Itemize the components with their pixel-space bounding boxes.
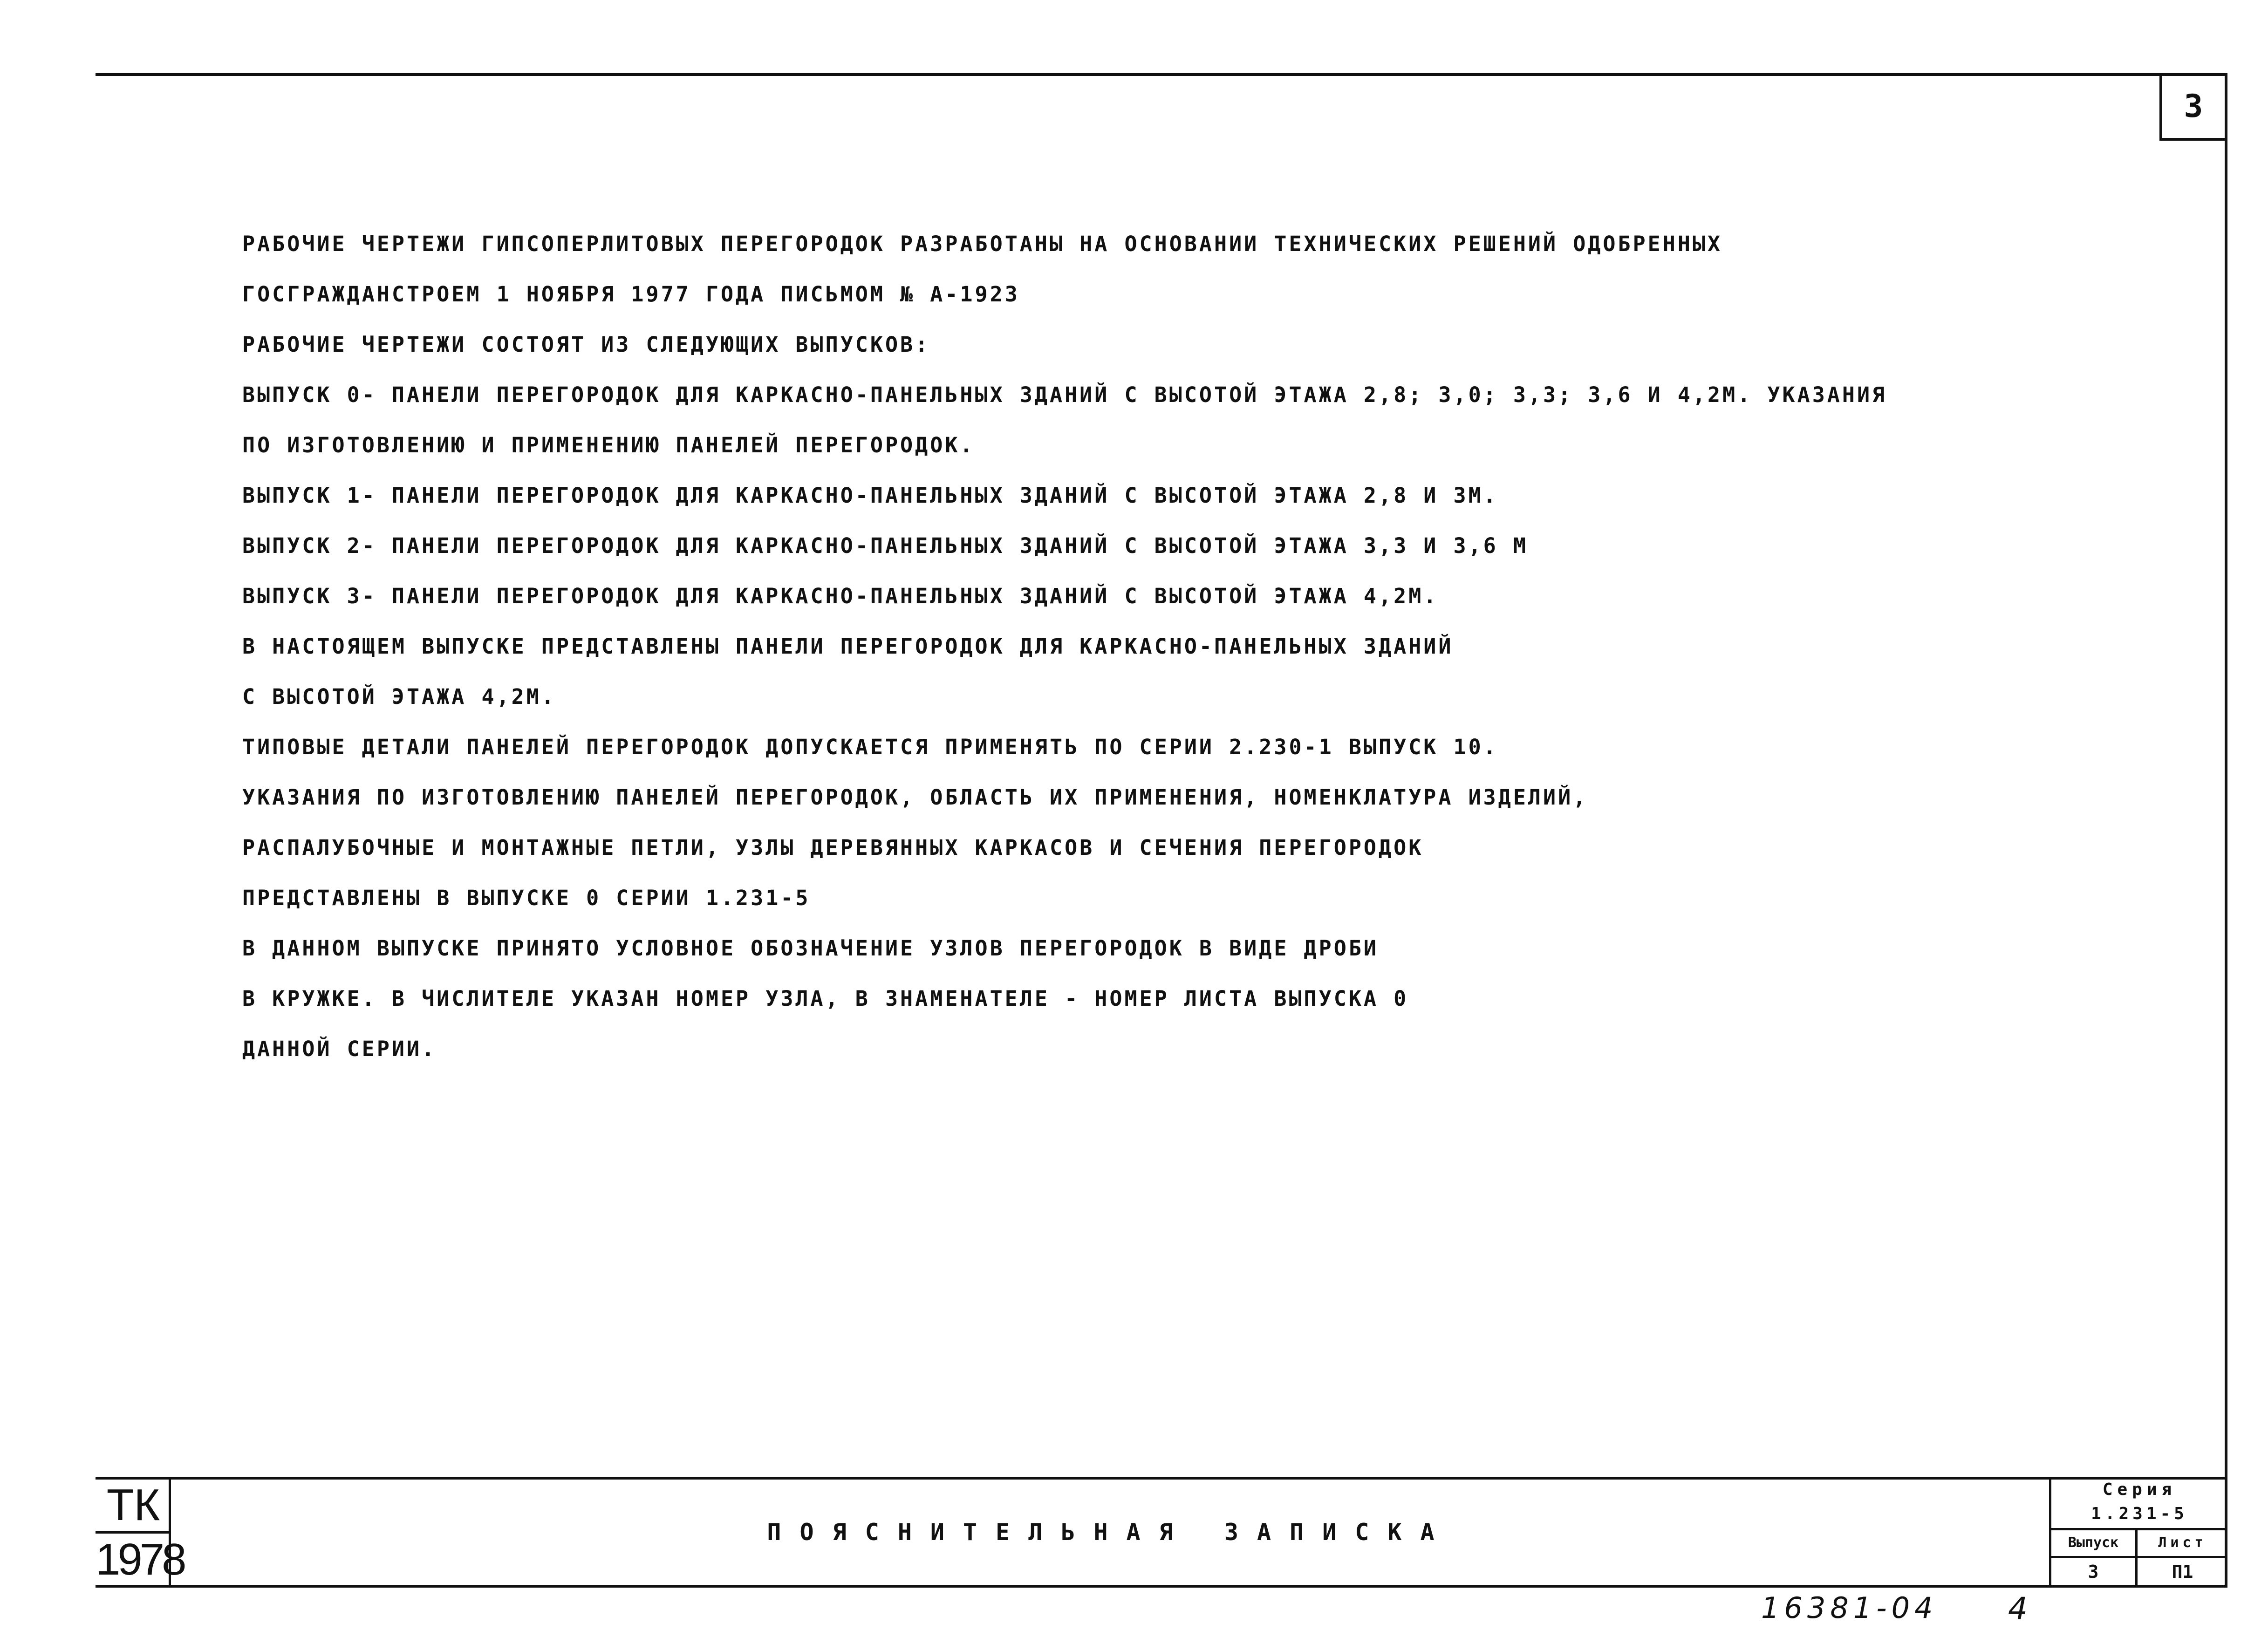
note-line: В НАСТОЯЩЕМ ВЫПУСКЕ ПРЕДСТАВЛЕНЫ ПАНЕЛИ ПЕРЕГОРОДОК ДЛЯ КАРКАСНО-ПАНЕЛЬНЫХ ЗДАНИЙ — [242, 634, 1454, 659]
frame-right-border — [2225, 73, 2227, 1587]
sheet-label: Лист — [2158, 1535, 2207, 1551]
issue-value: 3 — [2088, 1562, 2099, 1582]
note-line: ВЫПУСК 0- ПАНЕЛИ ПЕРЕГОРОДОК ДЛЯ КАРКАСНО-ПАНЕЛЬНЫХ ЗДАНИЙ С ВЫСОТОЙ ЭТАЖА 2,8; 3,0; 3,3; 3,6 И 4,2М. УКАЗАНИЯ — [242, 382, 1887, 407]
inventory-number: 16381-04 — [1761, 1591, 1938, 1625]
series-label: Серия — [2102, 1480, 2177, 1499]
sheet-value: П1 — [2172, 1562, 2193, 1582]
issue-label: Выпуск — [2068, 1535, 2119, 1551]
sheet-number-box — [2159, 75, 2225, 141]
sheet-number: 3 — [2184, 88, 2203, 125]
note-line: ВЫПУСК 2- ПАНЕЛИ ПЕРЕГОРОДОК ДЛЯ КАРКАСНО-ПАНЕЛЬНЫХ ЗДАНИЙ С ВЫСОТОЙ ЭТАЖА 3,3 И 3,6 М — [242, 533, 1528, 558]
note-line: РАБОЧИЕ ЧЕРТЕЖИ СОСТОЯТ ИЗ СЛЕДУЮЩИХ ВЫПУСКОВ: — [242, 332, 930, 357]
note-line: В КРУЖКЕ. В ЧИСЛИТЕЛЕ УКАЗАН НОМЕР УЗЛА, В ЗНАМЕНАТЕЛЕ - НОМЕР ЛИСТА ВЫПУСКА 0 — [242, 986, 1409, 1011]
organization-code: ТК — [106, 1480, 160, 1530]
note-line: ДАННОЙ СЕРИИ. — [242, 1037, 437, 1061]
note-line: В ДАННОМ ВЫПУСКЕ ПРИНЯТО УСЛОВНОЕ ОБОЗНАЧЕНИЕ УЗЛОВ ПЕРЕГОРОДОК В ВИДЕ ДРОБИ — [242, 936, 1379, 961]
frame-top-border — [96, 73, 2227, 76]
frame-bottom-border — [96, 1585, 2227, 1588]
note-line: ПРЕДСТАВЛЕНЫ В ВЫПУСКЕ 0 СЕРИИ 1.231-5 — [242, 886, 811, 910]
note-line: УКАЗАНИЯ ПО ИЗГОТОВЛЕНИЮ ПАНЕЛЕЙ ПЕРЕГОРОДОК, ОБЛАСТЬ ИХ ПРИМЕНЕНИЯ, НОМЕНКЛАТУРА ИЗДЕЛИЙ, — [242, 785, 1588, 810]
note-line: ГОСГРАЖДАНСТРОЕМ 1 НОЯБРЯ 1977 ГОДА ПИСЬМОМ № А-1923 — [242, 282, 1020, 307]
note-line: РАСПАЛУБОЧНЫЕ И МОНТАЖНЫЕ ПЕТЛИ, УЗЛЫ ДЕРЕВЯННЫХ КАРКАСОВ И СЕЧЕНИЯ ПЕРЕГОРОДОК — [242, 835, 1424, 860]
note-line: С ВЫСОТОЙ ЭТАЖА 4,2М. — [242, 684, 556, 709]
organization-year: 1978 — [96, 1535, 184, 1584]
document-title: ПОЯСНИТЕЛЬНАЯ ЗАПИСКА — [767, 1519, 1453, 1546]
note-line: РАБОЧИЕ ЧЕРТЕЖИ ГИПСОПЕРЛИТОВЫХ ПЕРЕГОРОДОК РАЗРАБОТАНЫ НА ОСНОВАНИИ ТЕХНИЧЕСКИХ РЕШЕНИЙ ОДОБРЕННЫХ — [242, 232, 1723, 256]
explanatory-notes — [242, 219, 1966, 1074]
series-value: 1.231-5 — [2091, 1504, 2188, 1523]
note-line: ПО ИЗГОТОВЛЕНИЮ И ПРИМЕНЕНИЮ ПАНЕЛЕЙ ПЕРЕГОРОДОК. — [242, 433, 975, 457]
page-number: 4 — [2008, 1591, 2028, 1627]
note-line: ВЫПУСК 1- ПАНЕЛИ ПЕРЕГОРОДОК ДЛЯ КАРКАСНО-ПАНЕЛЬНЫХ ЗДАНИЙ С ВЫСОТОЙ ЭТАЖА 2,8 И 3М. — [242, 483, 1498, 508]
note-line: ТИПОВЫЕ ДЕТАЛИ ПАНЕЛЕЙ ПЕРЕГОРОДОК ДОПУСКАЕТСЯ ПРИМЕНЯТЬ ПО СЕРИИ 2.230-1 ВЫПУСК 10. — [242, 735, 1498, 759]
note-line: ВЫПУСК 3- ПАНЕЛИ ПЕРЕГОРОДОК ДЛЯ КАРКАСНО-ПАНЕЛЬНЫХ ЗДАНИЙ С ВЫСОТОЙ ЭТАЖА 4,2М. — [242, 584, 1439, 608]
